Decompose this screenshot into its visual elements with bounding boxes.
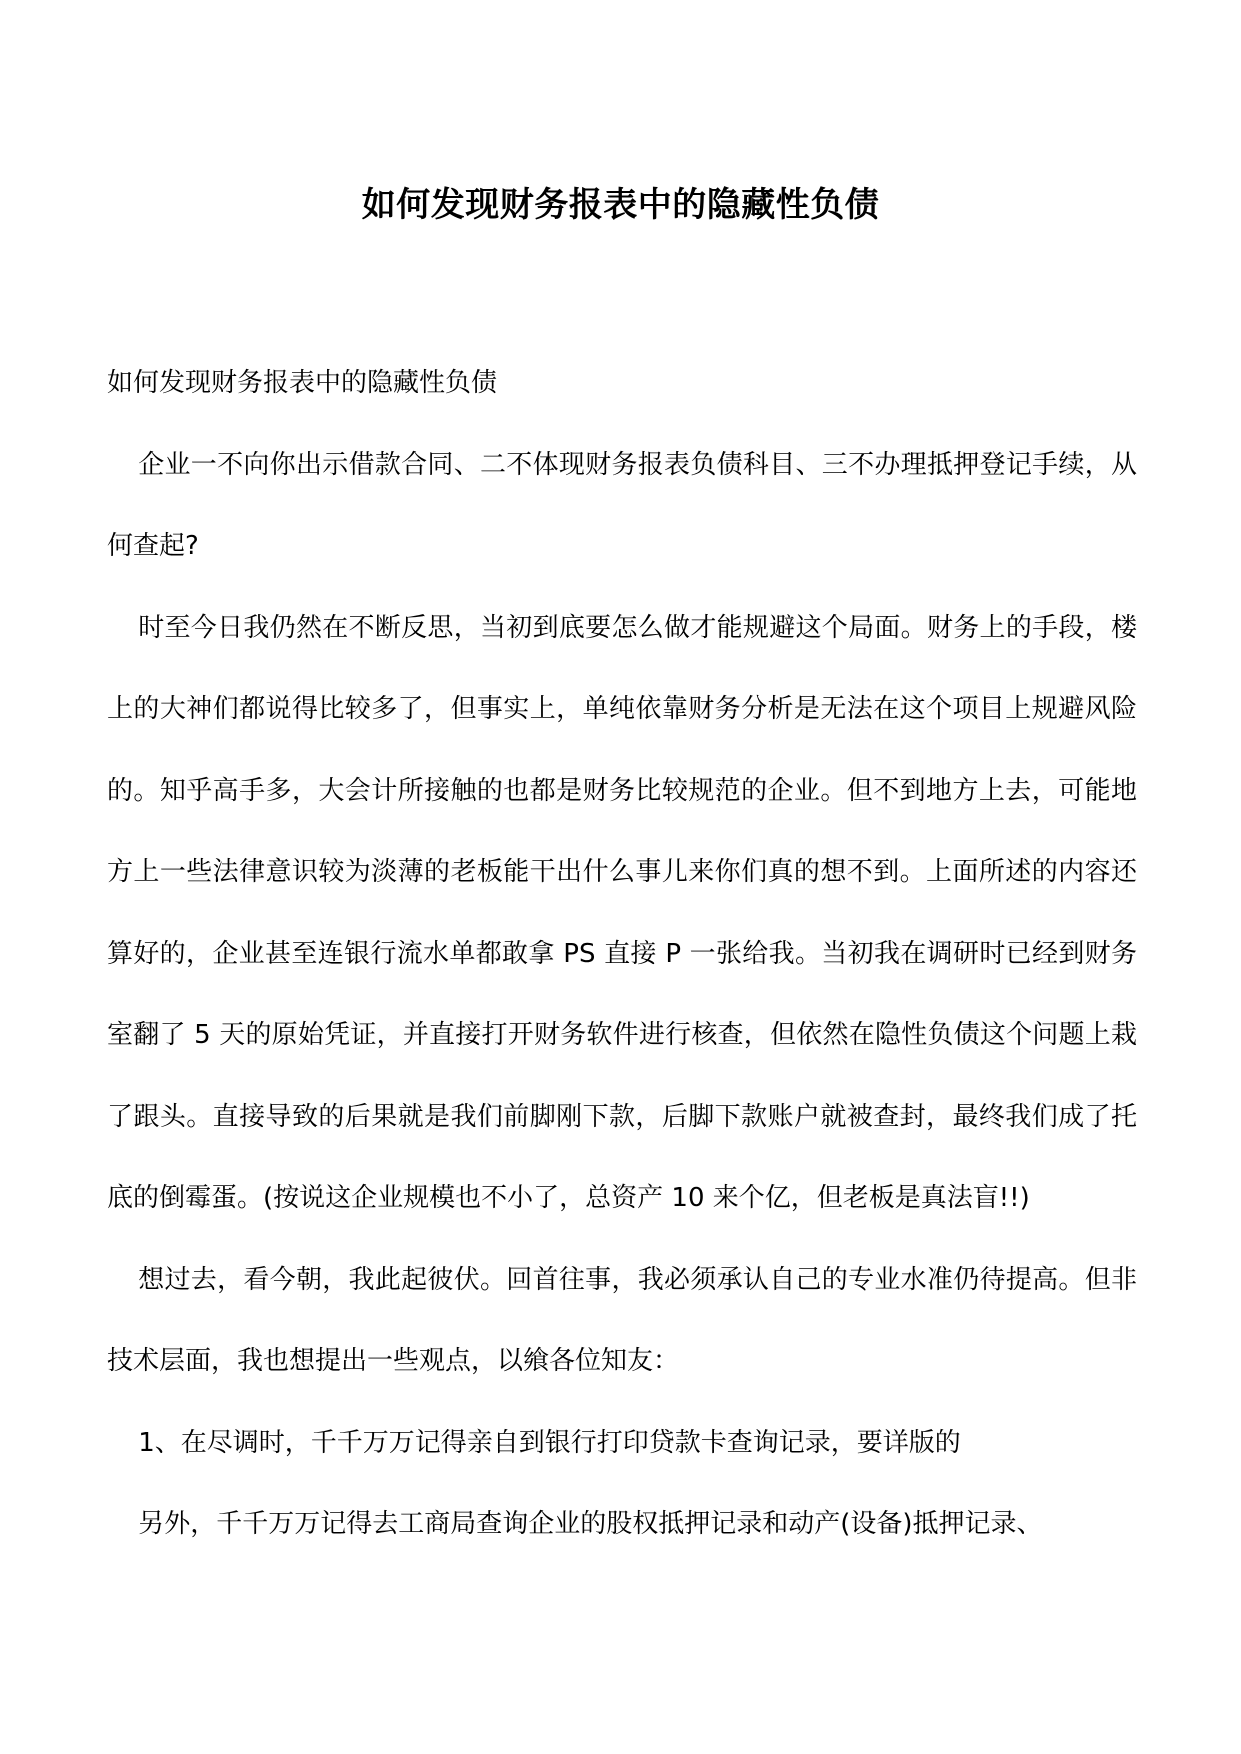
body-heading: 如何发现财务报表中的隐藏性负债	[107, 368, 498, 398]
document-body	[107, 343, 1137, 1566]
paragraph-reflection: 时至今日我仍然在不断反思，当初到底要怎么做才能规避这个局面。财务上的手段，楼上的大神们都说得比较多了，但事实上，单纯依靠财务分析是无法在这个项目上规避风险的。知乎高手多，大会计所接触的也都是财务比较规范的企业。但不到地方上去，可能地方上一些法律意识较为淡薄的老板能干出什么事儿来你们真的想不到。上面所述的内容还算好的，企业甚至连银行流水单都敢拿 PS 直接 P 一张给我。当初我在调研时已经到财务室翻了 5 天的原始凭证，并直接打开财务软件进行核查，但依然在隐性负债这个问题上栽了跟头。直接导致的后果就是我们前脚刚下款，后脚下款账户就被查封，最终我们成了托底的倒霉蛋。(按说这企业规模也不小了，总资产 10 来个亿，但老板是真法盲!!)	[107, 612, 1137, 1213]
document-title: 如何发现财务报表中的隐藏性负债	[361, 184, 880, 225]
paragraph-additional: 另外，千千万万记得去工商局查询企业的股权抵押记录和动产(设备)抵押记录、	[138, 1509, 1043, 1539]
paragraph-question: 企业一不向你出示借款合同、二不体现财务报表负债科目、三不办理抵押登记手续，从何查起?	[107, 449, 1137, 561]
paragraph-point-1: 1、在尽调时，千千万万记得亲自到银行打印贷款卡查询记录，要详版的	[138, 1427, 961, 1458]
paragraph-lessons: 想过去，看今朝，我此起彼伏。回首往事，我必须承认自己的专业水准仍待提高。但非技术层面，我也想提出一些观点，以飨各位知友：	[107, 1264, 1137, 1376]
